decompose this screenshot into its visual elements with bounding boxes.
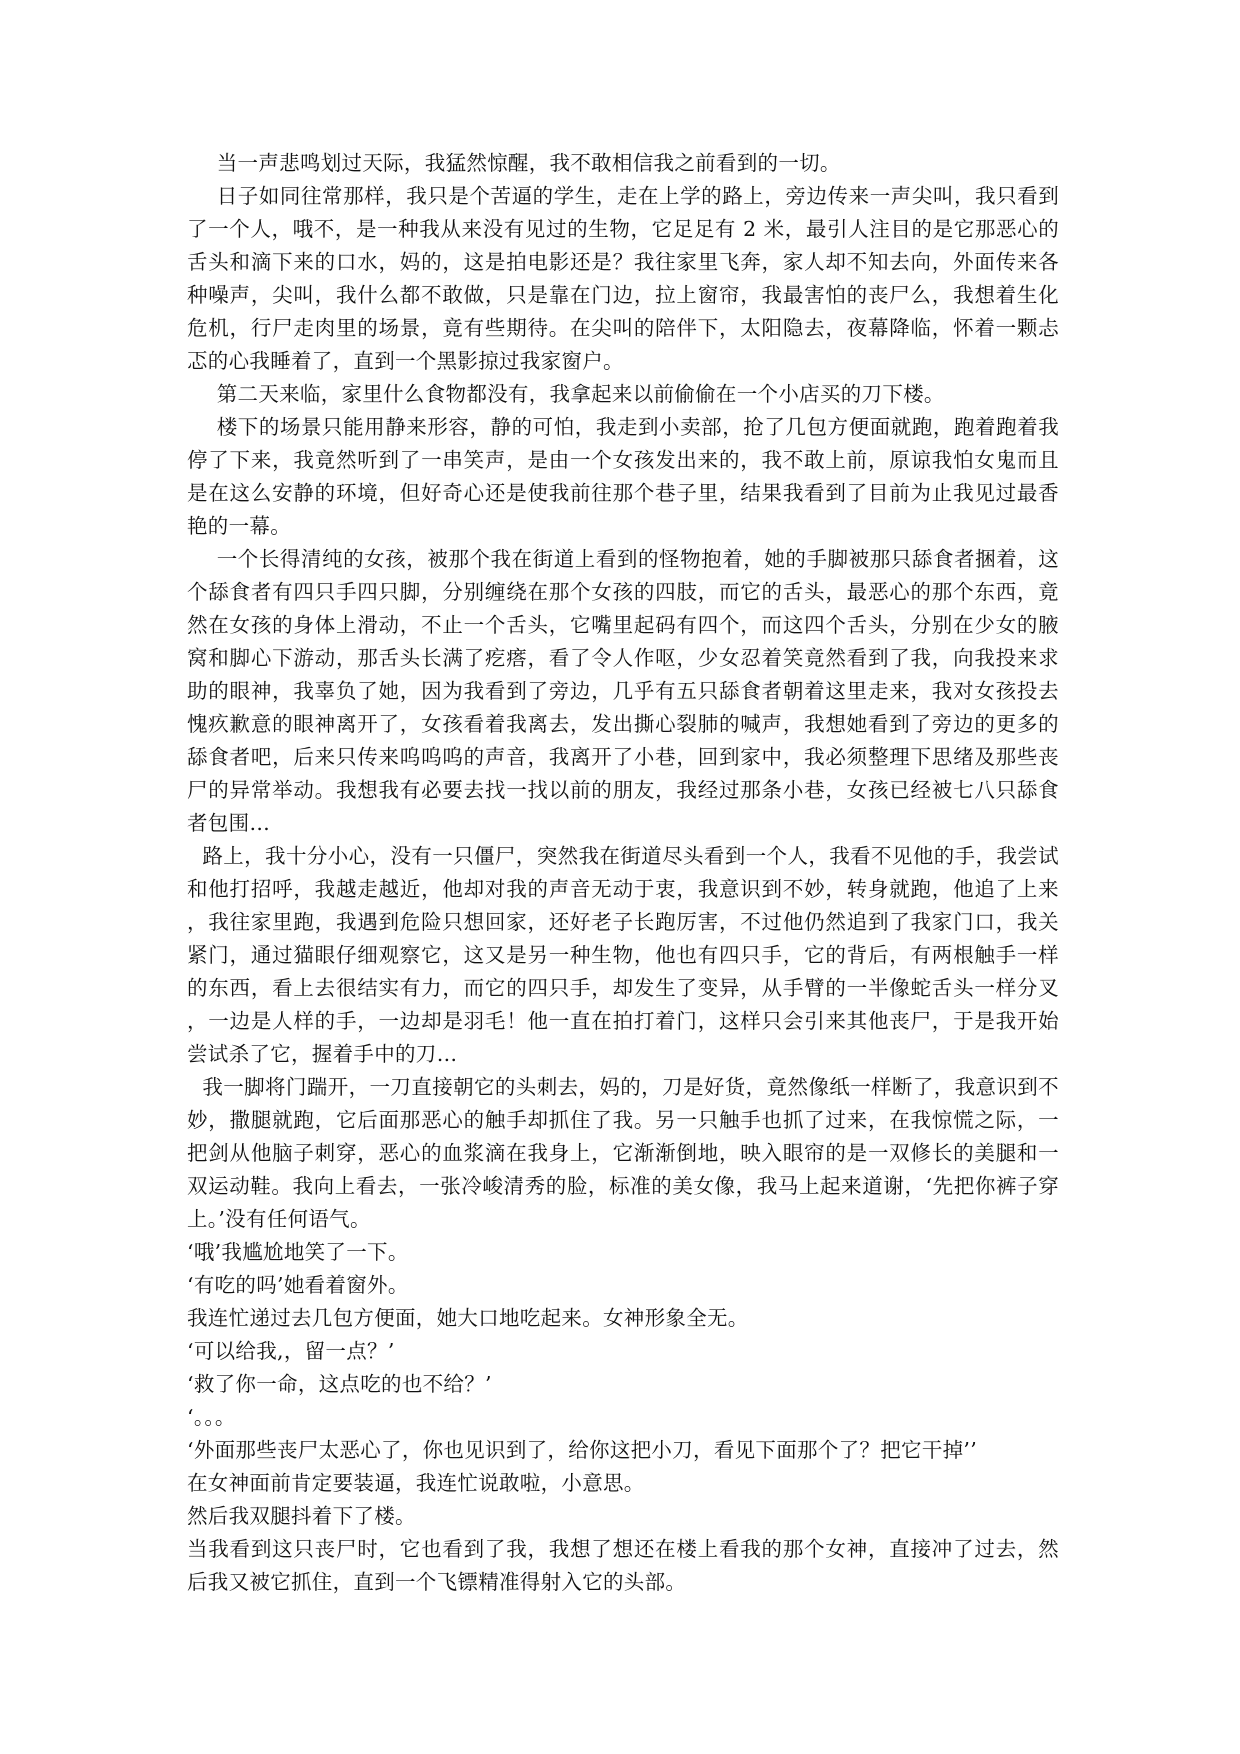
paragraph-5: 一个长得清纯的女孩，被那个我在街道上看到的怪物抱着，她的手脚被那只舔食者捆着，这个舔食者有四只手四只脚，分别缠绕在那个女孩的四肢，而它的舌头，最恶心的那个东西，竟然在女孩的身体上滑动，不止一个舌头，它嘴里起码有四个，而这四个舌头，分别在少女的腋窝和脚心下游动，那舌头长满了疙瘩，看了令人作呕，少女忍着笑竟然看到了我，向我投来求助的眼神，我辜负了她，因为我看到了旁边，几乎有五只舔食者朝着这里走来，我对女孩投去愧疚歉意的眼神离开了，女孩看着我离去，发出撕心裂肺的喊声，我想她看到了旁边的更多的舔食者吧，后来只传来呜呜呜的声音，我离开了小巷，回到家中，我必须整理下思绪及那些丧尸的异常举动。我想我有必要去找一找以前的朋友，我经过那条小巷，女孩已经被七八只舔食者包围… (187, 547, 1059, 835)
narration-line-3: 然后我双腿抖着下了楼。 (187, 1504, 416, 1528)
story-text (187, 147, 1059, 1599)
paragraph-1: 当一声悲鸣划过天际，我猛然惊醒，我不敢相信我之前看到的一切。 (216, 151, 841, 175)
paragraph-7: 我一脚将门踹开，一刀直接朝它的头刺去，妈的，刀是好货，竟然像纸一样断了，我意识到不妙，撒腿就跑，它后面那恶心的触手却抓住了我。另一只触手也抓了过来，在我惊慌之际，一把剑从他脑子刺穿，恶心的血浆滴在我身上，它渐渐倒地，映入眼帘的是一双修长的美腿和一双运动鞋。我向上看去，一张冷峻清秀的脸，标准的美女像，我马上起来道谢，‘先把你裤子穿上。’没有任何语气。 (187, 1075, 1059, 1231)
narration-line-4: 当我看到这只丧尸时，它也看到了我，我想了想还在楼上看我的那个女神，直接冲了过去，然后我又被它抓住，直到一个飞镖精准得射入它的头部。 (187, 1537, 1059, 1594)
paragraph-4: 楼下的场景只能用静来形容，静的可怕，我走到小卖部，抢了几包方便面就跑，跑着跑着我停了下来，我竟然听到了一串笑声，是由一个女孩发出来的，我不敢上前，原谅我怕女鬼而且是在这么安静的环境，但好奇心还是使我前往那个巷子里，结果我看到了目前为止我见过最香艳的一幕。 (187, 415, 1059, 538)
dialogue-line-4: ‘救了你一命，这点吃的也不给？’ (187, 1372, 492, 1396)
dialogue-line-3: ‘可以给我,，留一点？’ (187, 1339, 395, 1363)
paragraph-2: 日子如同往常那样，我只是个苦逼的学生，走在上学的路上，旁边传来一声尖叫，我只看到了一个人，哦不，是一种我从来没有见过的生物，它足足有 2 米，最引人注目的是它那恶心的舌头和滴下来的口水，妈的，这是拍电影还是？我往家里飞奔，家人却不知去向，外面传来各种噪声，尖叫，我什么都不敢做，只是靠在门边，拉上窗帘，我最害怕的丧尸么，我想着生化危机，行尸走肉里的场景，竟有些期待。在尖叫的陪伴下，太阳隐去，夜幕降临，怀着一颗忐忑的心我睡着了，直到一个黑影掠过我家窗户。 (187, 184, 1059, 373)
dialogue-line-1: ‘哦’我尴尬地笑了一下。 (187, 1240, 409, 1264)
narration-line-1: 我连忙递过去几包方便面，她大口地吃起来。女神形象全无。 (187, 1306, 749, 1330)
narration-line-2: 在女神面前肯定要装逼，我连忙说敢啦，小意思。 (187, 1471, 645, 1495)
dialogue-line-2: ‘有吃的吗’她看着窗外。 (187, 1273, 409, 1297)
dialogue-line-5: ‘。。。 (187, 1405, 236, 1429)
paragraph-6: 路上，我十分小心，没有一只僵尸，突然我在街道尽头看到一个人，我看不见他的手，我尝试和他打招呼，我越走越近，他却对我的声音无动于衷，我意识到不妙，转身就跑，他追了上来，我往家里跑，我遇到危险只想回家，还好老子长跑厉害，不过他仍然追到了我家门口，我关紧门，通过猫眼仔细观察它，这又是另一种生物，他也有四只手，它的背后，有两根触手一样的东西，看上去很结实有力，而它的四只手，却发生了变异，从手臂的一半像蛇舌头一样分叉，一边是人样的手，一边却是羽毛！他一直在拍打着门，这样只会引来其他丧尸，于是我开始尝试杀了它，握着手中的刀… (187, 844, 1059, 1066)
dialogue-line-6: ‘外面那些丧尸太恶心了，你也见识到了，给你这把小刀，看见下面那个了？把它干掉’’ (187, 1438, 978, 1462)
paragraph-3: 第二天来临，家里什么食物都没有，我拿起来以前偷偷在一个小店买的刀下楼。 (216, 382, 945, 406)
